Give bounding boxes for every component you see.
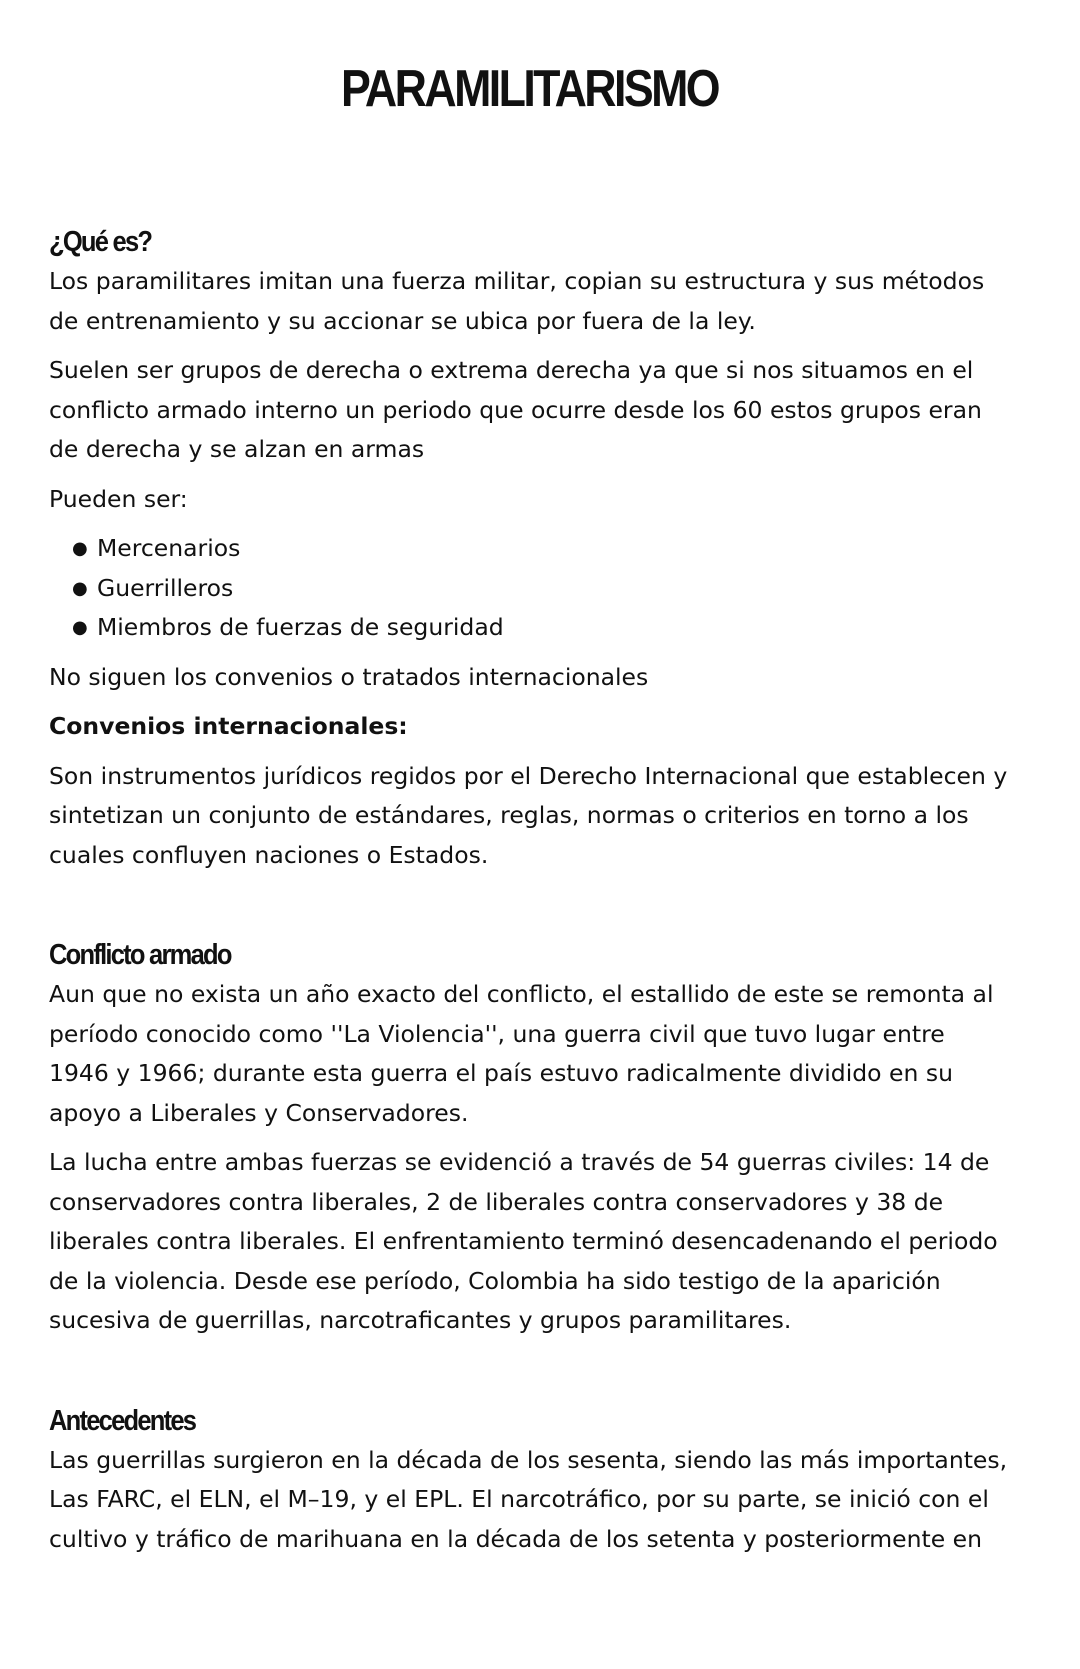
subheading: Convenios internacionales:: [49, 712, 408, 740]
bullet-icon: ●: [72, 577, 88, 599]
list-item: [72, 529, 1010, 569]
paragraph: Los paramilitares imitan una fuerza militar, copian su estructura y sus métodos de entrenamiento y su accionar se ubica por fuera de la ley.: [49, 267, 985, 335]
bullet-list: [49, 529, 1010, 648]
list-item-text: Mercenarios: [97, 534, 241, 562]
list-item: [72, 608, 1010, 648]
paragraph: Son instrumentos jurídicos regidos por el Derecho Internacional que establecen y sintetizan un conjunto de estándares, reglas, normas o criterios en torno a los cuales confluyen naciones o Estados.: [49, 761, 1008, 869]
section-heading: Antecedentes: [49, 1404, 196, 1437]
bullet-icon: ●: [72, 538, 88, 559]
bullet-icon: ●: [72, 617, 88, 638]
paragraph: Aun que no exista un año exacto del conflicto, el estallido de este se remonta al período conocido como ''La Violencia'', una guerra civil que tuvo lugar entre 1946 y 1966; durante esta guerra el país estuvo radicalmente dividido en su apoyo a Liberales y Conservadores.: [49, 980, 994, 1127]
list-item: [72, 569, 1010, 609]
list-item-text: Guerrilleros: [97, 573, 234, 602]
list-item-text: Miembros de fuerzas de seguridad: [97, 613, 504, 641]
paragraph: Suelen ser grupos de derecha o extrema derecha ya que si nos situamos en el conflicto armado interno un periodo que ocurre desde los 60 estos grupos eran de derecha y se alzan en armas: [49, 356, 982, 463]
section-antecedentes: [49, 1401, 1010, 1560]
paragraph: Pueden ser:: [49, 484, 188, 513]
paragraph: La lucha entre ambas fuerzas se evidenció a través de 54 guerras civiles: 14 de conservadores contra liberales, 2 de liberales contra conservadores y 38 de liberales contra liberales. El enfrentamiento terminó desencadenando el periodo de la violencia. Desde ese período, Colombia ha sido testigo de la aparición sucesiva de guerrillas, narcotraficantes y grupos paramilitares.: [49, 1148, 998, 1334]
section-que-es: [49, 222, 1010, 875]
section-heading: ¿Qué es?: [49, 226, 152, 258]
section-heading: Conflicto armado: [49, 939, 231, 971]
section-conflicto-armado: [49, 935, 1010, 1341]
paragraph: Las guerrillas surgieron en la década de los sesenta, siendo las más importantes, Las FARC, el ELN, el M–19, y el EPL. El narcotráfico, por su parte, se inició con el cultivo y tráfico de marihuana en la década de los setenta y posteriormente en: [49, 1445, 1008, 1553]
paragraph: No siguen los convenios o tratados internacionales: [49, 662, 649, 691]
page-title: PARAMILITARISMO: [340, 60, 719, 118]
